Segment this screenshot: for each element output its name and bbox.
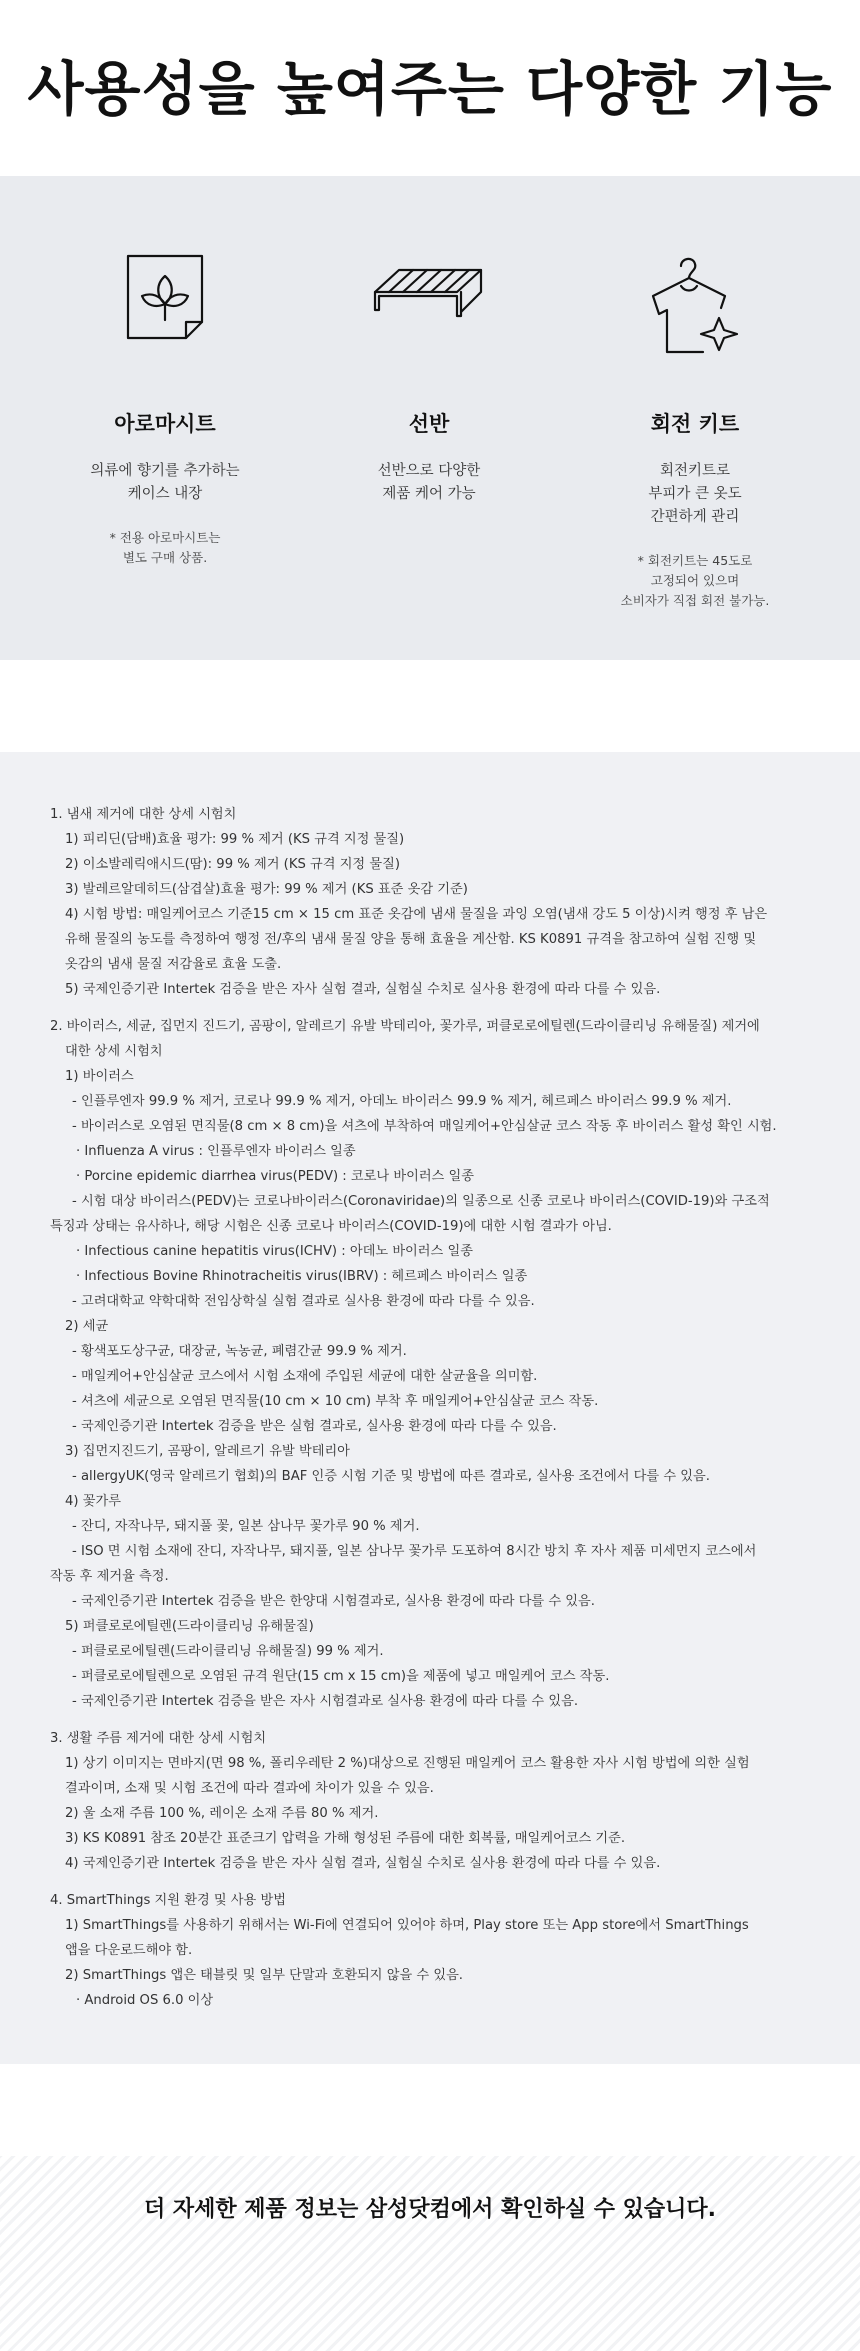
disclaimer-line: 옷감의 냄새 물질 저감율로 효율 도출. — [65, 957, 282, 972]
feature-note: * 회전키트는 45도로 고정되어 있으며 소비자가 직접 회전 불가능. — [620, 553, 770, 608]
feature-title: 아로마시트 — [114, 412, 216, 436]
disclaimer-line: 2) 울 소재 주름 100 %, 레이온 소재 주름 80 % 제거. — [65, 1806, 379, 1821]
disclaimer-line: 2) 세균 — [65, 1319, 109, 1334]
hanger-shirt-icon — [645, 252, 745, 362]
disclaimer-line: 특징과 상태는 유사하나, 해당 시험은 신종 코로나 바이러스(COVID-19)에 대한 시험 결과가 아님. — [50, 1219, 612, 1234]
disclaimer-line: - 국제인증기관 Intertek 검증을 받은 자사 시험결과로 실사용 환경에 따라 다를 수 있음. — [72, 1694, 579, 1709]
feature-shelf — [299, 252, 559, 506]
feature-note: * 전용 아로마시트는 별도 구매 상품. — [109, 530, 221, 565]
feature-title: 선반 — [408, 412, 450, 436]
disclaimer-line: 1. 냄새 제거에 대한 상세 시험치 — [50, 807, 237, 822]
disclaimer-line: 2. 바이러스, 세균, 집먼지 진드기, 곰팡이, 알레르기 유발 박테리아, 꽃가루, 퍼클로로에틸렌(드라이클리닝 유해물질) 제거에 — [50, 1019, 760, 1034]
disclaimer-line: · Android OS 6.0 이상 — [76, 1993, 214, 2008]
feature-description: 회전키트로 부피가 큰 옷도 간편하게 관리 — [648, 463, 742, 525]
disclaimer-line: - 국제인증기관 Intertek 검증을 받은 한양대 시험결과로, 실사용 환경에 따라 다를 수 있음. — [72, 1594, 595, 1609]
feature-title: 회전 키트 — [650, 412, 740, 436]
disclaimer-section — [50, 1888, 820, 2013]
disclaimer-line: · Infectious canine hepatitis virus(ICHV) : 아데노 바이러스 일종 — [76, 1244, 473, 1259]
disclaimer-line: 5) 국제인증기관 Intertek 검증을 받은 자사 실험 결과, 실험실 수치로 실사용 환경에 따라 다를 수 있음. — [65, 982, 661, 997]
disclaimer-line: - 시험 대상 바이러스(PEDV)는 코로나바이러스(Coronaviridae)의 일종으로 신종 코로나 바이러스(COVID-19)와 구조적 — [72, 1194, 770, 1209]
disclaimer-line: 1) 상기 이미지는 면바지(면 98 %, 폴리우레탄 2 %)대상으로 진행된 매일케어 코스 활용한 자사 시험 방법에 의한 실험 — [65, 1756, 750, 1771]
feature-rotation-kit — [565, 252, 825, 611]
disclaimer-line: · Influenza A virus : 인플루엔자 바이러스 일종 — [76, 1144, 356, 1159]
disclaimer-section — [50, 1014, 820, 1714]
features-panel — [0, 176, 860, 660]
disclaimer-line: 3) 발레르알데히드(삼겹살)효율 평가: 99 % 제거 (KS 표준 옷감 기준) — [65, 882, 468, 897]
disclaimer-line: 결과이며, 소재 및 시험 조건에 따라 결과에 차이가 있을 수 있음. — [65, 1781, 434, 1796]
disclaimer-line: - 인플루엔자 99.9 % 제거, 코로나 99.9 % 제거, 아데노 바이러스 99.9 % 제거, 헤르페스 바이러스 99.9 % 제거. — [72, 1094, 732, 1109]
disclaimer-section — [50, 802, 820, 1002]
disclaimer-panel — [0, 752, 860, 2064]
feature-description: 의류에 향기를 추가하는 케이스 내장 — [90, 463, 240, 502]
disclaimer-line: - 잔디, 자작나무, 돼지풀 꽃, 일본 삼나무 꽃가루 90 % 제거. — [72, 1519, 420, 1534]
disclaimer-line: 5) 퍼클로로에틸렌(드라이클리닝 유해물질) — [65, 1619, 314, 1634]
disclaimer-section — [50, 1726, 820, 1876]
disclaimer-line: 유해 물질의 농도를 측정하여 행정 전/후의 냄새 물질 양을 통해 효율을 계산함. KS K0891 규격을 참고하여 실험 진행 및 — [65, 932, 757, 947]
shelf-icon — [369, 252, 489, 342]
disclaimer-line: - ISO 면 시험 소재에 잔디, 자작나무, 돼지풀, 일본 삼나무 꽃가루 도포하여 8시간 방치 후 자사 제품 미세먼지 코스에서 — [72, 1544, 757, 1559]
disclaimer-line: 4) 국제인증기관 Intertek 검증을 받은 자사 실험 결과, 실험실 수치로 실사용 환경에 따라 다를 수 있음. — [65, 1856, 661, 1871]
footer-banner — [0, 2156, 860, 2351]
disclaimer-line: - 퍼클로로에틸렌(드라이클리닝 유해물질) 99 % 제거. — [72, 1644, 384, 1659]
disclaimer-line: 1) SmartThings를 사용하기 위해서는 Wi-Fi에 연결되어 있어야 하며, Play store 또는 App store에서 SmartThings — [65, 1918, 749, 1933]
footer-text: 더 자세한 제품 정보는 삼성닷컴에서 확인하실 수 있습니다. — [143, 2197, 717, 2222]
disclaimer-line: 4. SmartThings 지원 환경 및 사용 방법 — [50, 1893, 286, 1908]
disclaimer-line: 1) 바이러스 — [65, 1069, 134, 1084]
disclaimer-line: - 바이러스로 오염된 면직물(8 cm × 8 cm)을 셔츠에 부착하여 매일케어+안심살균 코스 작동 후 바이러스 활성 확인 시험. — [72, 1119, 777, 1134]
disclaimer-line: 4) 시험 방법: 매일케어코스 기준15 cm × 15 cm 표준 옷감에 냄새 물질을 과잉 오염(냄새 강도 5 이상)시켜 행정 후 남은 — [65, 907, 768, 922]
disclaimer-text — [50, 802, 820, 2025]
aroma-sheet-icon — [120, 252, 210, 342]
disclaimer-line: 대한 상세 시험치 — [65, 1044, 163, 1059]
disclaimer-line: · Infectious Bovine Rhinotracheitis virus(IBRV) : 헤르페스 바이러스 일종 — [76, 1269, 528, 1284]
page-headline: 사용성을 높여주는 다양한 기능 — [27, 55, 833, 123]
disclaimer-line: - allergyUK(영국 알레르기 협회)의 BAF 인증 시험 기준 및 방법에 따른 결과로, 실사용 조건에서 다를 수 있음. — [72, 1469, 710, 1484]
disclaimer-line: 3) 집먼지진드기, 곰팡이, 알레르기 유발 박테리아 — [65, 1444, 350, 1459]
disclaimer-line: 3. 생활 주름 제거에 대한 상세 시험치 — [50, 1731, 267, 1746]
disclaimer-line: 2) 이소발레릭애시드(땀): 99 % 제거 (KS 규격 지정 물질) — [65, 857, 400, 872]
feature-description: 선반으로 다양한 제품 케어 가능 — [377, 463, 481, 502]
disclaimer-line: - 매일케어+안심살균 코스에서 시험 소재에 주입된 세균에 대한 살균율을 의미함. — [72, 1369, 538, 1384]
disclaimer-line: 1) 피리딘(담배)효율 평가: 99 % 제거 (KS 규격 지정 물질) — [65, 832, 405, 847]
disclaimer-line: - 셔츠에 세균으로 오염된 면직물(10 cm × 10 cm) 부착 후 매일케어+안심살균 코스 작동. — [72, 1394, 599, 1409]
feature-aroma-sheet — [35, 252, 295, 568]
disclaimer-line: - 퍼클로로에틸렌으로 오염된 규격 원단(15 cm x 15 cm)을 제품에 넣고 매일케어 코스 작동. — [72, 1669, 610, 1684]
disclaimer-line: - 국제인증기관 Intertek 검증을 받은 실험 결과로, 실사용 환경에 따라 다를 수 있음. — [72, 1419, 557, 1434]
disclaimer-line: - 고려대학교 약학대학 전임상학실 실험 결과로 실사용 환경에 따라 다를 수 있음. — [72, 1294, 535, 1309]
disclaimer-line: 4) 꽃가루 — [65, 1494, 121, 1509]
disclaimer-line: 작동 후 제거율 측정. — [50, 1569, 169, 1584]
disclaimer-line: 앱을 다운로드해야 함. — [65, 1943, 193, 1958]
disclaimer-line: 3) KS K0891 참조 20분간 표준크기 압력을 가해 형성된 주름에 대한 회복률, 매일케어코스 기준. — [65, 1831, 626, 1846]
disclaimer-line: - 황색포도상구균, 대장균, 녹농균, 폐렴간균 99.9 % 제거. — [72, 1344, 407, 1359]
disclaimer-line: 2) SmartThings 앱은 태블릿 및 일부 단말과 호환되지 않을 수 있음. — [65, 1968, 463, 1983]
disclaimer-line: · Porcine epidemic diarrhea virus(PEDV) : 코로나 바이러스 일종 — [76, 1169, 474, 1184]
